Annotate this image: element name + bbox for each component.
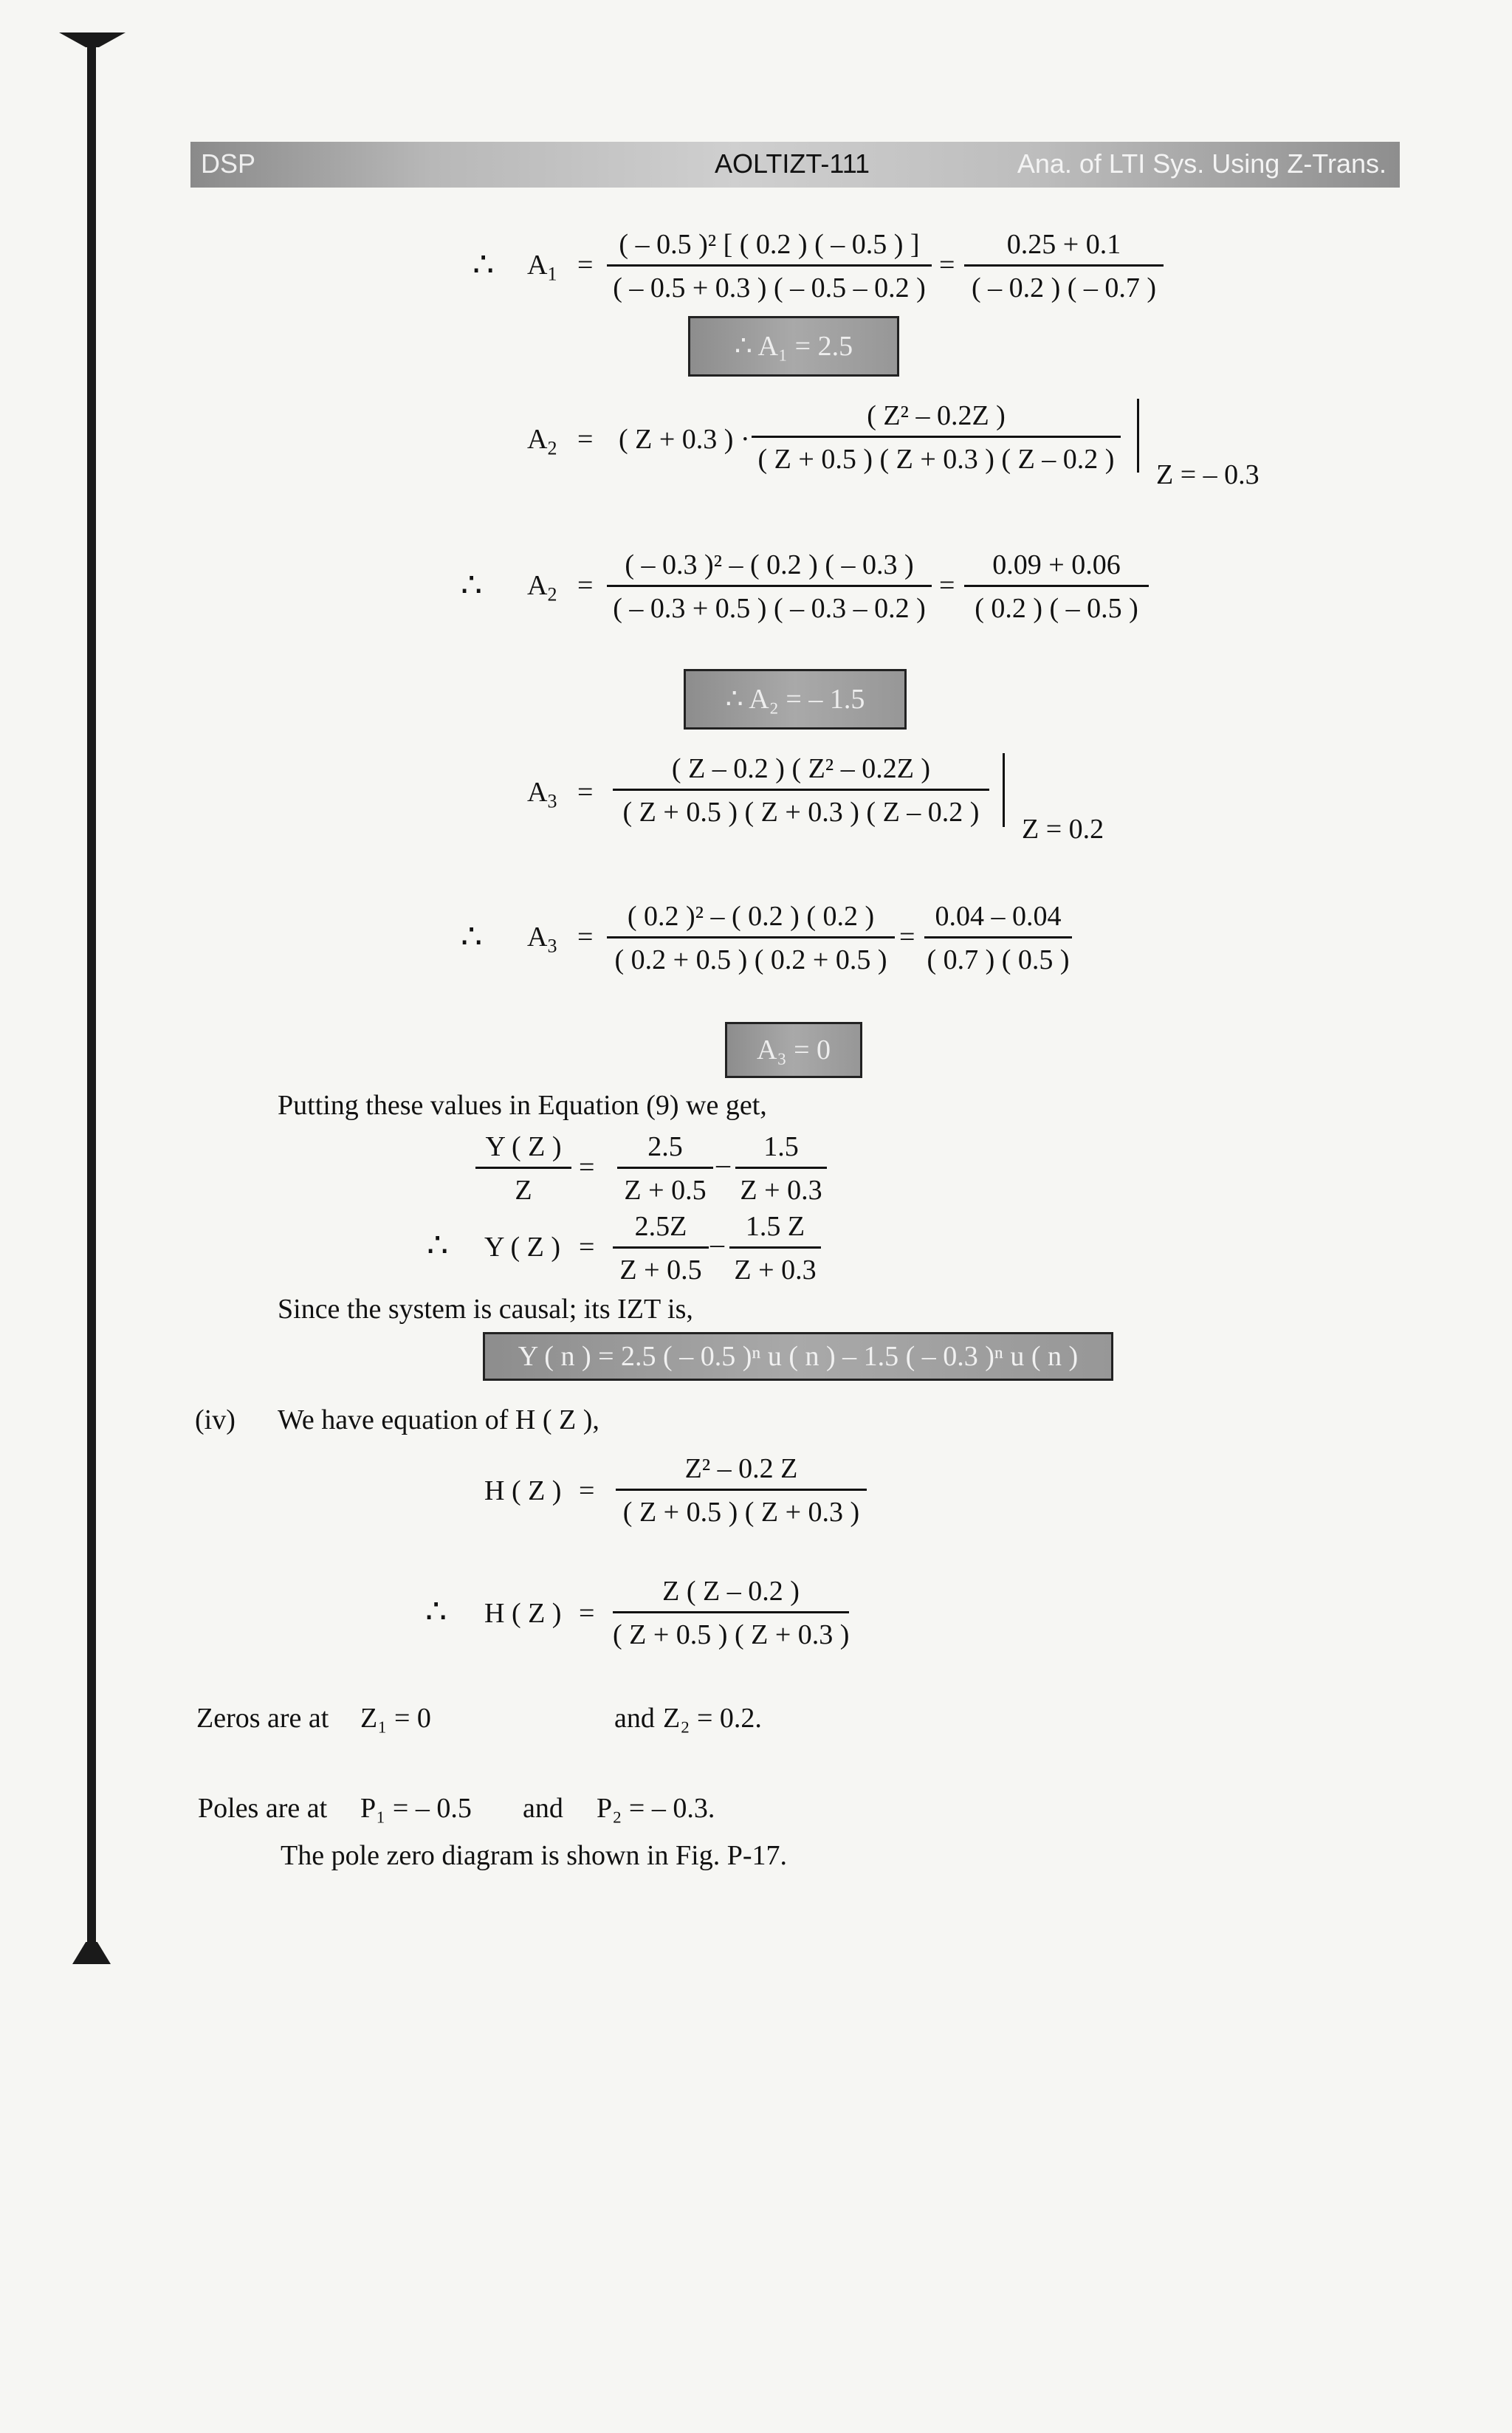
equals-sign: = [899,922,915,953]
a3-fraction-simplified: 0.04 – 0.04 ( 0.7 ) ( 0.5 ) [924,902,1072,974]
evaluation-bar [1003,753,1005,827]
a1-fraction [607,230,932,302]
therefore-symbol: ∴ [461,566,483,604]
a1-numerator: ( – 0.5 )² [ ( 0.2 ) ( – 0.5 ) ] [619,229,920,260]
a3-lhs: $A_3$ [527,922,557,957]
a1-fraction-simplified: 0.25 + 0.1 ( – 0.2 ) ( – 0.7 ) [964,230,1164,302]
a3-eval-point: Z = 0.2 [1022,814,1104,845]
a3-result-box: A₃ = 0 [725,1022,862,1078]
hz-factored-fraction: Z ( Z – 0.2 ) ( Z + 0.5 ) ( Z + 0.3 ) [613,1576,850,1650]
pole-1: P₁ = – 0.5 [360,1793,472,1824]
zeros-label: Zeros are at [196,1703,329,1734]
yz-over-z-lhs: Y ( Z ) Z [475,1133,571,1204]
yz-over-z-term2: 1.5 Z + 0.3 [735,1133,827,1204]
therefore-symbol: ∴ [425,1593,447,1630]
a2-def-lhs: $A_2$ [527,424,557,459]
equals-sign: = [939,250,955,281]
equals-sign: = [577,250,594,281]
a3-fraction: ( 0.2 )² – ( 0.2 ) ( 0.2 ) ( 0.2 + 0.5 ) ( 0.2 + 0.5 ) [607,902,895,974]
header-right: Ana. of LTI Sys. Using Z-Trans. [1017,148,1386,179]
equals-sign: = [579,1475,595,1506]
part-text: We have equation of H ( Z ), [278,1404,599,1435]
part-label: (iv) [195,1404,236,1435]
poles-label: Poles are at [198,1793,328,1824]
equals-sign: = [579,1598,595,1629]
yz-term1: 2.5Z Z + 0.5 [613,1212,709,1284]
equals-sign: = [939,570,955,601]
a2-def-prefix: ( Z + 0.3 ) · [619,424,750,455]
a2-fraction: ( – 0.3 )² – ( 0.2 ) ( – 0.3 ) ( – 0.3 + 0.5 ) ( – 0.3 – 0.2 ) [607,551,932,622]
a3-def-fraction: ( Z – 0.2 ) ( Z² – 0.2Z ) ( Z + 0.5 ) ( Z + 0.3 ) ( Z – 0.2 ) [613,755,989,826]
a3-def-lhs: $A_3$ [527,777,557,812]
pole-2: P₂ = – 0.3. [597,1793,715,1824]
minus-sign: – [710,1229,724,1260]
header-center: AOLTIZT-111 [715,148,870,179]
therefore-symbol: ∴ [472,246,495,284]
a1-result-box: ∴ A₁ = 2.5 [688,316,899,377]
yz-term2: 1.5 Z Z + 0.3 [729,1212,821,1284]
hz-lhs: H ( Z ) [484,1475,562,1506]
a2-fraction-simplified: 0.09 + 0.06 ( 0.2 ) ( – 0.5 ) [964,551,1149,622]
minus-sign: – [716,1149,730,1180]
causal-text: Since the system is causal; its IZT is, [278,1294,693,1325]
yz-over-z-term1: 2.5 Z + 0.5 [617,1133,713,1204]
therefore-symbol: ∴ [427,1226,449,1264]
a2-eval-point: Z = – 0.3 [1156,459,1260,490]
evaluation-bar [1137,399,1139,473]
equals-sign: = [577,570,594,601]
putting-text: Putting these values in Equation (9) we get, [278,1090,767,1121]
therefore-symbol: ∴ [461,918,483,955]
a2-def-fraction: ( Z² – 0.2Z ) ( Z + 0.5 ) ( Z + 0.3 ) ( Z – 0.2 ) [752,402,1121,473]
yn-result-box: Y ( n ) = 2.5 ( – 0.5 )ⁿ u ( n ) – 1.5 ( – 0.3 )ⁿ u ( n ) [483,1332,1113,1381]
hz-fraction: Z² – 0.2 Z ( Z + 0.5 ) ( Z + 0.3 ) [616,1455,867,1526]
a2-lhs: $A_2$ [527,570,557,605]
header-left: DSP [201,148,256,179]
equals-sign: = [579,1232,595,1263]
zeros-and: and [614,1703,655,1734]
equals-sign: = [577,777,594,808]
hz-lhs: H ( Z ) [484,1598,562,1629]
zero-1: Z₁ = 0 [360,1703,431,1734]
binding-spine [87,37,96,1964]
footer-text: The pole zero diagram is shown in Fig. P-17. [281,1840,788,1871]
equals-sign: = [577,922,594,953]
equals-sign: = [579,1152,595,1183]
zero-2: Z₂ = 0.2. [663,1703,762,1734]
yz-lhs: Y ( Z ) [484,1232,561,1263]
binding-bottom [72,1942,111,1964]
a2-result-box: ∴ A₂ = – 1.5 [684,669,907,730]
equals-sign: = [577,424,594,455]
a1-lhs: $A_1$ [527,250,557,285]
page-header [190,142,1400,188]
a1-denominator: ( – 0.5 + 0.3 ) ( – 0.5 – 0.2 ) [613,272,926,303]
poles-and: and [523,1793,563,1824]
